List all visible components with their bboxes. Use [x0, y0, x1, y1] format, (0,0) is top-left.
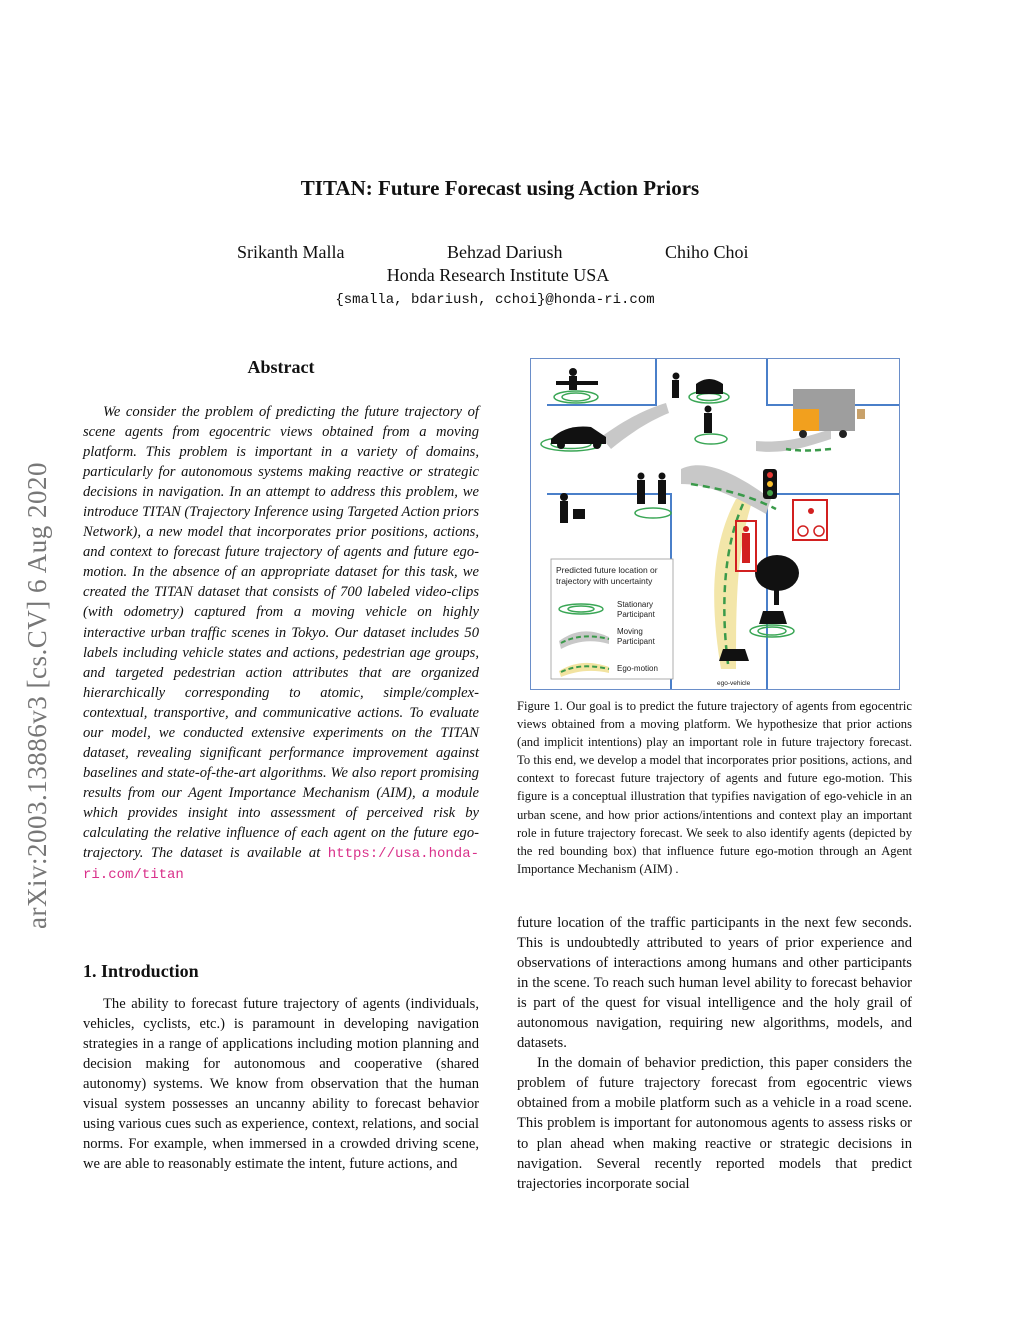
- person-icon: [658, 480, 666, 504]
- person-icon: [743, 526, 749, 532]
- person-icon: [742, 533, 750, 563]
- legend-title: trajectory with uncertainty: [556, 576, 653, 586]
- author-1: Srikanth Malla: [237, 242, 345, 262]
- person-icon: [705, 406, 712, 413]
- moving-trail: [681, 465, 771, 514]
- author-emails: {smalla, bdariush, cchoi}@honda-ri.com: [335, 292, 655, 308]
- person-icon: [569, 368, 577, 376]
- figure-illustration: [531, 359, 899, 689]
- affiliation: Honda Research Institute USA: [386, 265, 610, 285]
- abstract-heading: Abstract: [247, 357, 315, 377]
- legend-stationary-label: Participant: [617, 610, 655, 619]
- cyclist-icon: [814, 526, 824, 536]
- paper-title: TITAN: Future Forecast using Action Priors: [300, 176, 700, 200]
- ego-vehicle-icon: [719, 649, 749, 661]
- moving-trail: [601, 403, 669, 449]
- introduction-body: [83, 994, 479, 1174]
- author-2: Behzad Dariush: [447, 242, 563, 262]
- wheel-icon: [799, 430, 807, 438]
- legend-moving-label: Participant: [617, 637, 655, 646]
- wheel-icon: [557, 441, 565, 449]
- introduction-paragraph: future location of the traffic participants in the next few seconds. This is undoubtedly attributed to years of prior experience and observations of interactions among humans and other participants in the scene. To reach such human level ability to forecast behavior is part of the quest for visual intelligence and the holy grail of autonomous navigation, requiring new algorithms, models, and datasets.: [517, 915, 912, 1052]
- introduction-continuation: [517, 913, 912, 1194]
- ego-vehicle-label: ego-vehicle: [717, 680, 751, 687]
- legend-moving-label: Moving: [617, 627, 643, 636]
- author-3: Chiho Choi: [665, 242, 749, 262]
- wheel-icon: [839, 430, 847, 438]
- person-icon: [673, 373, 680, 380]
- box-icon: [857, 409, 865, 419]
- truck-cab-icon: [793, 409, 819, 431]
- legend-ego-label: Ego-motion: [617, 664, 658, 673]
- person-icon: [560, 493, 568, 501]
- introduction-paragraph: The ability to forecast future trajectory of agents (individuals, vehicles, cyclists, etc.) is paramount in developing navigation strategies in a range of applications including motion planning and decision making for autonomous and cooperative (shared autonomy) systems. We know from observation that the human visual system possesses an uncanny ability to forecast behavior using various cues such as experience, context, relations, and social norms. For example, when immersed in a crowded driving scene, we are able to reasonably estimate the intent, future actions, and: [83, 996, 479, 1173]
- wheel-icon: [593, 441, 601, 449]
- person-icon: [638, 473, 645, 480]
- car-icon: [759, 611, 787, 624]
- abstract-body: [83, 402, 479, 885]
- yellow-light-icon: [767, 481, 773, 487]
- person-icon: [704, 413, 712, 433]
- moving-trail: [756, 429, 831, 452]
- ego-motion-band: [714, 499, 753, 669]
- cyclist-icon: [808, 508, 814, 514]
- car-icon: [696, 379, 723, 394]
- green-light-icon: [767, 490, 773, 496]
- person-icon: [637, 480, 645, 504]
- road-edge: [767, 494, 899, 689]
- arxiv-identifier: arXiv:2003.13886v3 [cs.CV] 6 Aug 2020: [22, 462, 52, 929]
- abstract-text: We consider the problem of predicting the future trajectory of scene agents from egocentric views obtained from a moving platform. This problem is important in a variety of domains, particularly for autonomous systems making reactive or strategic decisions in navigation. In an attempt to address this problem, we introduce TITAN (Trajectory Inference using Targeted Action priors Network), a new model that incorporates prior positions, actions, and context to forecast future trajectory of agents and future ego-motion. In the absence of an appropriate dataset for this task, we created the TITAN dataset that consists of 700 labeled video-clips (with odometry) captured from a moving vehicle on highly interactive urban traffic scenes in Tokyo. Our dataset includes 50 labels including vehicle states and actions, pedestrian age groups, and targeted pedestrian action attributes that are organized hierarchically corresponding to atomic, simple/complex-contextual, transportive, and communicative actions. To evaluate our model, we conducted extensive experiments on the TITAN dataset, revealing significant performance improvement against baselines and state-of-the-art algorithms. We also report promising results from our Agent Importance Mechanism (AIM), a module which provides insight into assessment of perceived risk by calculating the relative influence of each agent on the future ego-trajectory. The dataset is available at: [83, 404, 479, 862]
- introduction-paragraph: In the domain of behavior prediction, this paper considers the problem of future trajectory forecast from egocentric views obtained from a mobile platform such as a vehicle in a road scene. This problem is important for autonomous agents to assess risks or to plan ahead when making reactive or strategic decisions in navigation. Several recently reported models that predict trajectories incorporate social: [517, 1055, 912, 1192]
- legend-stationary-label: Stationary: [617, 600, 654, 609]
- person-icon: [659, 473, 666, 480]
- introduction-heading: 1. Introduction: [83, 961, 199, 981]
- cyclist-icon: [798, 526, 808, 536]
- person-icon: [569, 376, 577, 390]
- legend-title: Predicted future location or: [556, 565, 658, 575]
- person-icon: [672, 380, 679, 398]
- stroller-icon: [573, 509, 585, 519]
- red-light-icon: [767, 472, 773, 478]
- figure-1: [530, 358, 900, 690]
- figure-1-caption: Figure 1. Our goal is to predict the future trajectory of agents from egocentric views obtained from a moving platform. We hypothesize that prior actions (and implicit intentions) play an important role in future trajectory forecast. To this end, we develop a model that incorporates prior positions, actions, and context to forecast future trajectory of agents and future ego-motion. This figure is a conceptual illustration that typifies navigation of ego-vehicle in an urban scene, and how prior actions/intentions and context play an important role in future trajectory forecast. We seek to also identify agents (depicted by the red bounding box) that influence future ego-motion through an Agent Importance Mechanism (AIM) .: [517, 699, 912, 876]
- tree-icon: [774, 583, 779, 605]
- person-icon: [560, 501, 568, 523]
- dataset-link[interactable]: https://usa.honda-ri.com/titan: [83, 846, 479, 884]
